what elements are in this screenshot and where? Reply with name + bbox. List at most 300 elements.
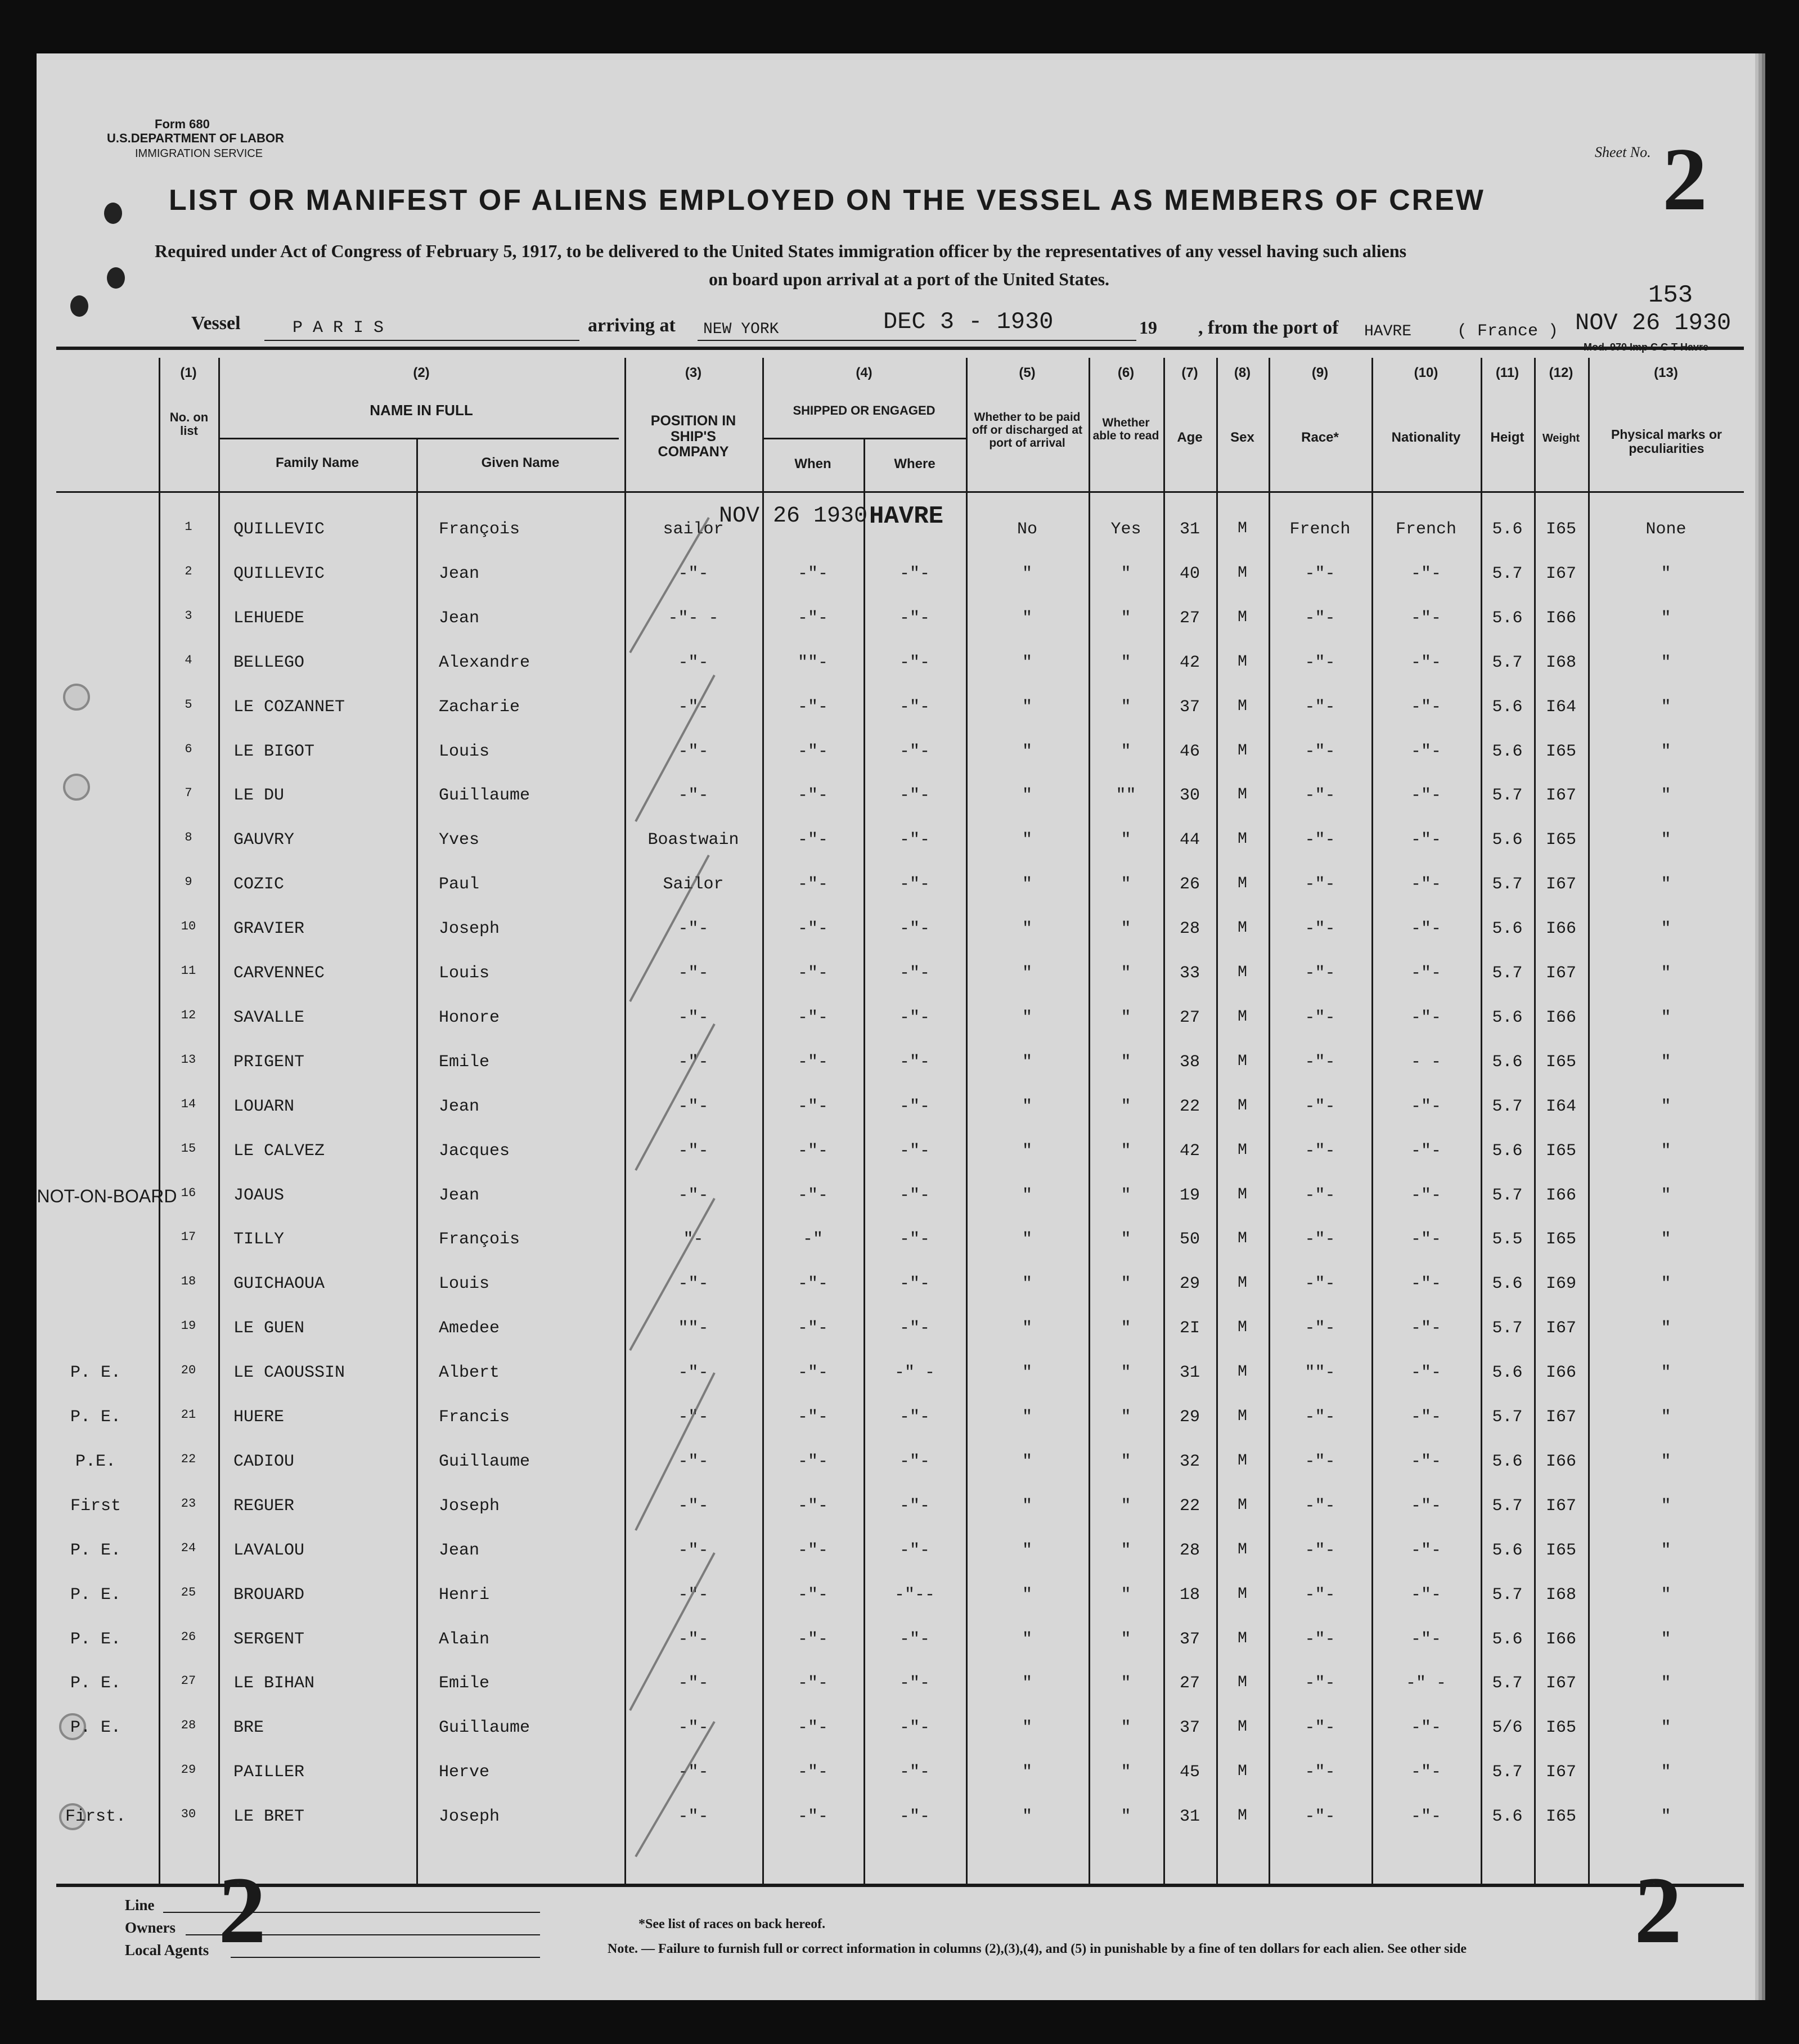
header-race: Race* [1301,430,1339,445]
able-to-read: " [1121,1718,1131,1738]
position: -"- [678,564,709,583]
able-to-read: " [1121,1274,1131,1294]
table-row [0,906,1799,950]
arriving-label: arriving at [588,315,676,336]
shipped-where: -"- [899,1674,930,1693]
age: 42 [1179,1141,1200,1161]
height: 5.7 [1492,964,1523,983]
family-name: JOAUS [233,1185,285,1205]
given-name: Joseph [439,1807,500,1827]
race: -"- [1305,1674,1335,1693]
sex: M [1238,786,1247,804]
list-number: 28 [181,1718,196,1733]
weight: I67 [1545,564,1576,583]
age: 31 [1179,520,1200,539]
age: 22 [1179,1097,1200,1116]
race: -"- [1305,919,1335,939]
list-number: 13 [181,1052,196,1067]
able-to-read: " [1121,1319,1131,1338]
able-to-read: " [1121,1585,1131,1605]
given-name: Emile [439,1674,490,1693]
height: 5.6 [1492,1008,1523,1027]
sex: M [1238,875,1247,893]
weight: I66 [1545,1008,1576,1027]
list-number: 26 [181,1629,196,1644]
physical-marks: " [1661,1097,1671,1116]
department-name: U.S.DEPARTMENT OF LABOR [107,131,284,145]
weight: I68 [1545,1585,1576,1605]
age: 31 [1179,1807,1200,1827]
name-subheader-rule [219,438,619,439]
height: 5.7 [1492,1185,1523,1205]
age: 46 [1179,742,1200,761]
family-name: CADIOU [233,1452,295,1471]
table-row [0,1749,1799,1793]
family-name: BELLEGO [233,653,305,672]
position: -"- [678,1763,709,1782]
race: ""- [1305,1363,1335,1383]
age: 27 [1179,1674,1200,1693]
race: -"- [1305,1452,1335,1471]
race: -"- [1305,1230,1335,1250]
family-name: REGUER [233,1496,295,1516]
from-port-label: , from the port of [1198,317,1339,338]
height: 5/6 [1492,1718,1523,1738]
shipped-when: -"- [797,875,828,895]
shipped-when: -"- [797,1674,828,1693]
race: -"- [1305,964,1335,983]
list-number: 17 [181,1230,196,1245]
race: -"- [1305,1540,1335,1560]
list-number: 11 [181,964,196,978]
sex: M [1238,653,1247,671]
family-name: LE COZANNET [233,697,345,717]
physical-marks: " [1661,830,1671,850]
given-name: Jean [439,1540,480,1560]
margin-note: First [70,1496,121,1516]
race: -"- [1305,1185,1335,1205]
list-number: 3 [185,608,192,623]
family-name: QUILLEVIC [233,520,325,539]
nationality: French [1395,520,1457,539]
sex: M [1238,1274,1247,1292]
paid-off: " [1022,564,1032,583]
header-weight: Weight [1542,432,1580,444]
table-row [0,772,1799,816]
family-name: CARVENNEC [233,964,325,983]
shipped-when: ""- [797,653,828,672]
physical-marks: " [1661,1008,1671,1027]
paid-off: " [1022,697,1032,717]
paid-off: " [1022,1097,1032,1116]
family-name: BROUARD [233,1585,305,1605]
shipped-when: -"- [797,1763,828,1782]
weight: I67 [1545,1408,1576,1427]
able-to-read: "" [1116,786,1136,806]
given-name: Paul [439,875,480,895]
physical-marks: " [1661,1718,1671,1738]
paid-off: " [1022,1230,1032,1250]
shipped-where: -"- [899,964,930,983]
header-able-to-read: Whether able to read [1092,416,1159,443]
sex: M [1238,1408,1247,1425]
sex: M [1238,1097,1247,1115]
paid-off: " [1022,1452,1032,1471]
nationality: -"- [1410,1408,1441,1427]
age: 29 [1179,1274,1200,1294]
shipped-when: -"- [797,564,828,583]
binder-hole-icon [107,267,125,289]
weight: I65 [1545,742,1576,761]
paid-off: " [1022,1585,1032,1605]
weight: I66 [1545,1629,1576,1649]
height: 5.6 [1492,742,1523,761]
paid-off: " [1022,1763,1032,1782]
header-nationality: Nationality [1391,430,1461,445]
binder-hole-icon [104,203,122,224]
owners-label: Owners [125,1919,176,1936]
margin-note: P. E. [70,1629,121,1649]
able-to-read: Yes [1110,520,1141,539]
given-name: Emile [439,1052,490,1072]
age: 31 [1179,1363,1200,1383]
age: 28 [1179,919,1200,939]
big-sheet-number-right: 2 [1634,1857,1682,1963]
shipped-where: -"- [899,1141,930,1161]
nationality: -"- [1410,1807,1441,1827]
shipped-where: -"- [899,1008,930,1027]
vessel-name: P A R I S [293,318,384,338]
age: 40 [1179,564,1200,583]
able-to-read: " [1121,919,1131,939]
given-name: Jean [439,564,480,583]
weight: I66 [1545,608,1576,628]
age: 26 [1179,875,1200,895]
table-row [0,1794,1799,1838]
weight: I67 [1545,875,1576,895]
nationality: -"- [1410,1008,1441,1027]
subtitle-line-2: on board upon arrival at a port of the United States. [709,269,1110,289]
table-bottom-rule [56,1884,1744,1887]
position: -"- [678,1674,709,1693]
given-name: François [439,1230,520,1250]
age: 27 [1179,608,1200,628]
able-to-read: " [1121,1763,1131,1782]
list-number: 12 [181,1008,196,1022]
year-prefix: 19 [1139,317,1157,338]
age: 27 [1179,1008,1200,1027]
table-row [0,1616,1799,1660]
weight: I65 [1545,1141,1576,1161]
sex: M [1238,742,1247,760]
table-row [0,684,1799,728]
able-to-read: " [1121,1141,1131,1161]
position: -"- [678,919,709,939]
age: 33 [1179,964,1200,983]
height: 5.6 [1492,1807,1523,1827]
position: -"- [678,1008,709,1027]
height: 5.7 [1492,875,1523,895]
column-number: (6) [1117,365,1135,380]
physical-marks: " [1661,1763,1671,1782]
shipped-where: -"- [899,1629,930,1649]
header-position: POSITION IN SHIP'S COMPANY [650,413,736,460]
list-number: 6 [185,742,192,756]
list-number: 18 [181,1274,196,1289]
physical-marks: " [1661,875,1671,895]
shipped-where: -"- [899,1718,930,1738]
column-number: (1) [180,365,197,380]
list-number: 19 [181,1319,196,1333]
column-number: (12) [1549,365,1573,380]
list-number: 15 [181,1141,196,1156]
physical-marks: " [1661,1807,1671,1827]
nationality: - - [1410,1052,1441,1072]
weight: I68 [1545,653,1576,672]
paid-off: " [1022,1363,1032,1383]
header-where: Where [894,456,936,471]
weight: I65 [1545,1540,1576,1560]
shipped-where: -"- [899,1452,930,1471]
physical-marks: " [1661,1540,1671,1560]
races-note: *See list of races on back hereof. [638,1917,826,1931]
weight: I66 [1545,1185,1576,1205]
paid-off: " [1022,1052,1032,1072]
family-name: GUICHAOUA [233,1274,325,1294]
shipped-where: -"-- [894,1585,935,1605]
height: 5.6 [1492,1052,1523,1072]
shipped-when: -"- [797,1052,828,1072]
physical-marks: " [1661,919,1671,939]
sex: M [1238,564,1247,582]
able-to-read: " [1121,830,1131,850]
shipped-when: -"- [797,830,828,850]
position: -"- [678,697,709,717]
position: -"- [678,964,709,983]
service-name: IMMIGRATION SERVICE [135,147,263,160]
given-name: Henri [439,1585,490,1605]
given-name: Guillaume [439,1718,530,1738]
given-name: Guillaume [439,786,530,806]
list-number: 24 [181,1540,196,1555]
race: French [1289,520,1351,539]
column-number: (11) [1495,365,1519,380]
nationality: -"- [1410,653,1441,672]
given-name: François [439,520,520,539]
shipped-where: -"- [899,1230,930,1250]
given-name: Francis [439,1408,510,1427]
weight: I66 [1545,1363,1576,1383]
list-number: 22 [181,1452,196,1466]
physical-marks: " [1661,742,1671,761]
weight: I64 [1545,697,1576,717]
header-age: Age [1177,430,1203,445]
table-row [0,1084,1799,1127]
shipped-where: -"- [899,830,930,850]
able-to-read: " [1121,564,1131,583]
paid-off: " [1022,919,1032,939]
paid-off: " [1022,1807,1032,1827]
shipped-where: -"- [899,1052,930,1072]
given-name: Herve [439,1763,490,1782]
form-number: Form 680 [155,117,210,131]
able-to-read: " [1121,1097,1131,1116]
sex: M [1238,520,1247,537]
sex: M [1238,1052,1247,1070]
able-to-read: " [1121,964,1131,983]
physical-marks: " [1661,964,1671,983]
column-number: (9) [1311,365,1329,380]
header-when: When [794,456,831,471]
shipped-where: -"- [899,1807,930,1827]
sex: M [1238,608,1247,626]
paid-off: " [1022,1718,1032,1738]
paid-off: " [1022,1274,1032,1294]
paid-off: " [1022,1319,1032,1338]
physical-marks: " [1661,1230,1671,1250]
height: 5.7 [1492,564,1523,583]
able-to-read: " [1121,875,1131,895]
margin-note: NOT-ON-BOARD [37,1185,177,1206]
given-name: Alexandre [439,653,530,672]
sex: M [1238,1319,1247,1337]
given-name: Honore [439,1008,500,1027]
table-row [0,1483,1799,1527]
margin-note: P. E. [70,1540,121,1560]
shipped-where: -"- [899,1097,930,1116]
table-row [0,995,1799,1039]
family-name: PRIGENT [233,1052,305,1072]
table-row [0,1350,1799,1394]
margin-note: P. E. [70,1408,121,1427]
sex: M [1238,1540,1247,1558]
weight: I67 [1545,1496,1576,1516]
list-number: 1 [185,520,192,534]
able-to-read: " [1121,1185,1131,1205]
sex: M [1238,1363,1247,1381]
list-number: 23 [181,1496,196,1511]
height: 5.6 [1492,697,1523,717]
table-row [0,729,1799,772]
family-name: GRAVIER [233,919,305,939]
position: Sailor [663,875,724,895]
sex: M [1238,1585,1247,1603]
position: -"- [678,742,709,761]
age: 2I [1179,1319,1200,1338]
sex: M [1238,1008,1247,1026]
position: -"- [678,1408,709,1427]
nationality: -"- [1410,1585,1441,1605]
shipped-where: -"- [899,653,930,672]
physical-marks: " [1661,653,1671,672]
list-number: 27 [181,1674,196,1688]
weight: I65 [1545,1718,1576,1738]
sex: M [1238,1629,1247,1647]
nationality: -"- [1410,1097,1441,1116]
sheet-label: Sheet No. [1595,144,1651,160]
position: -"- [678,1540,709,1560]
subtitle-line-1: Required under Act of Congress of February 5, 1917, to be delivered to the United States immigration officer by the representatives of any vessel having such aliens [155,241,1407,261]
weight: I67 [1545,786,1576,806]
weight: I67 [1545,1763,1576,1782]
race: -"- [1305,1408,1335,1427]
position: -"- [678,1097,709,1116]
margin-note: P. E. [70,1674,121,1693]
table-row [0,1705,1799,1749]
physical-marks: " [1661,1452,1671,1471]
shipped-when: -"- [797,1718,828,1738]
table-row [0,640,1799,684]
physical-marks: " [1661,1629,1671,1649]
nationality: -"- [1410,786,1441,806]
header-sex: Sex [1230,430,1254,445]
position: -"- [678,1629,709,1649]
age: 37 [1179,1718,1200,1738]
family-name: SAVALLE [233,1008,305,1027]
weight: I65 [1545,1052,1576,1072]
family-name: LEHUEDE [233,608,305,628]
able-to-read: " [1121,1629,1131,1649]
nationality: -"- [1410,1274,1441,1294]
header-bottom-rule [56,491,1744,493]
shipped-where: -"- [899,1408,930,1427]
table-row [0,817,1799,861]
height: 5.6 [1492,1452,1523,1471]
height: 5.7 [1492,653,1523,672]
nationality: -"- [1410,830,1441,850]
list-number: 25 [181,1585,196,1600]
stamp-number: 153 [1648,281,1693,309]
shipped-where: -"- [899,742,930,761]
arrival-date-stamp: DEC 3 - 1930 [883,308,1054,335]
paid-off: " [1022,1141,1032,1161]
weight: I64 [1545,1097,1576,1116]
position: -"- [678,1585,709,1605]
arriving-underline [698,340,1136,341]
header-family-name: Family Name [275,455,359,470]
height: 5.7 [1492,1763,1523,1782]
header-height: Heigt [1490,430,1524,445]
paid-off: " [1022,608,1032,628]
shipped-date-stamp: NOV 26 1930 [719,504,868,529]
weight: I69 [1545,1274,1576,1294]
physical-marks: " [1661,786,1671,806]
race: -"- [1305,1585,1335,1605]
nationality: -"- [1410,1629,1441,1649]
nationality: -"- [1410,1496,1441,1516]
sex: M [1238,1718,1247,1736]
able-to-read: " [1121,1452,1131,1471]
shipped-when: -"- [797,1008,828,1027]
position: -"- [678,1185,709,1205]
shipped-where: -"- [899,608,930,628]
table-row [0,950,1799,994]
able-to-read: " [1121,1807,1131,1827]
height: 5.6 [1492,1141,1523,1161]
weight: I65 [1545,1807,1576,1827]
sheet-number: 2 [1662,129,1707,229]
paid-off: " [1022,1496,1032,1516]
sex: M [1238,1763,1247,1781]
position: -"- [678,1807,709,1827]
list-number: 14 [181,1097,196,1111]
physical-marks: " [1661,1319,1671,1338]
list-number: 10 [181,919,196,934]
paid-off: " [1022,653,1032,672]
physical-marks: " [1661,1363,1671,1383]
able-to-read: " [1121,1540,1131,1560]
race: -"- [1305,1807,1335,1827]
